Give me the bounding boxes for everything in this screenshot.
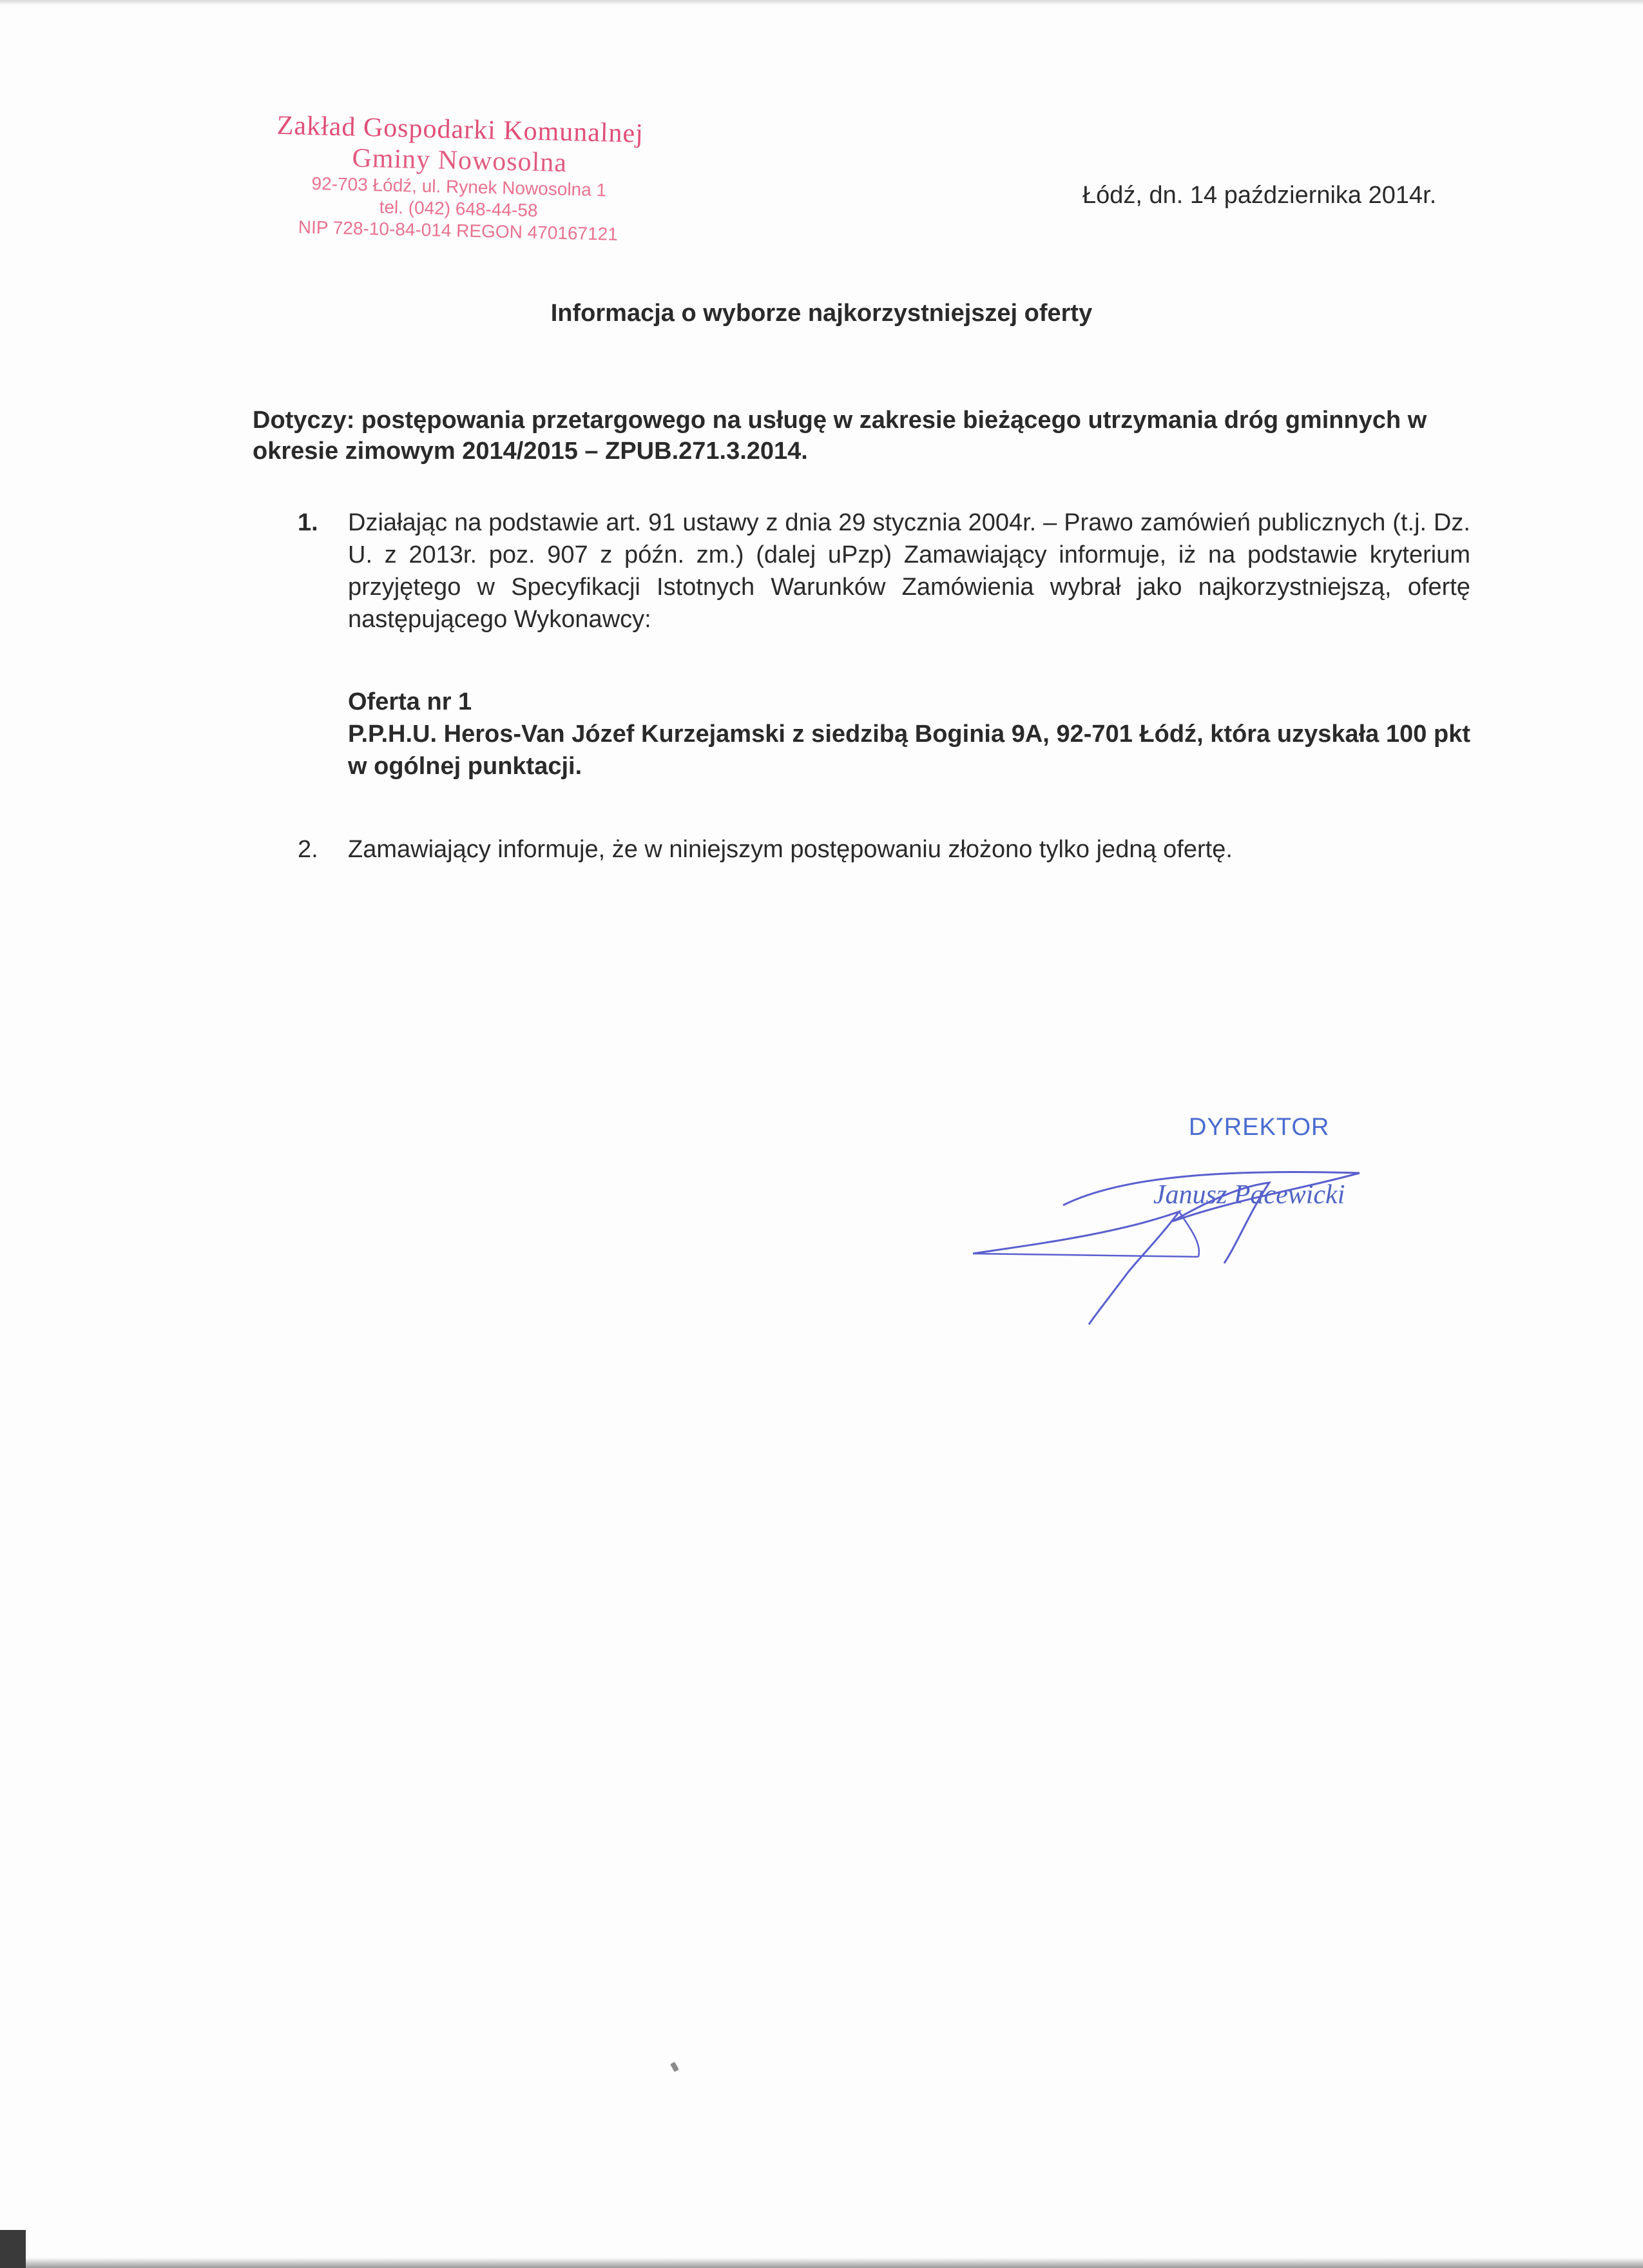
scan-edge-top — [0, 0, 1643, 5]
signatory-name: Janusz Pacewicki — [1153, 1180, 1345, 1210]
company-stamp — [251, 110, 667, 280]
stamp-company-name: Zakład Gospodarki Komunalnej — [276, 110, 644, 149]
stamp-ids: NIP 728-10-84-014 REGON 470167121 — [298, 217, 619, 244]
stamp-phone: tel. (042) 648-44-58 — [379, 197, 538, 221]
stamp-municipality: Gminy Nowosolna — [352, 143, 568, 179]
handwritten-signature — [966, 1160, 1379, 1328]
document-title: Informacja o wyborze najkorzystniejszej oferty — [550, 300, 1093, 327]
offer-block — [348, 686, 1470, 782]
list-item-text: Zamawiający informuje, że w niniejszym postępowaniu złożono tylko jedną ofertę. — [348, 836, 1233, 863]
signatory-title: DYREKTOR — [1189, 1114, 1330, 1141]
scan-speck — [670, 2062, 679, 2072]
stamp-address: 92-703 Łódź, ul. Rynek Nowosolna 1 — [311, 173, 607, 200]
document-date: Łódź, dn. 14 października 2014r. — [1082, 182, 1437, 209]
scan-edge-corner — [0, 2230, 26, 2268]
list-item-text: Działając na podstawie art. 91 ustawy z dnia 29 stycznia 2004r. – Prawo zamówień publicznych (t.j. Dz. U. z 2013r. poz. 907 z późn. zm.) (dalej uPzp) Zamawiający informuje, iż na podstawie kryterium przyjętego w Specyfikacji Istotnych Warunków Zamówienia wybrał jako najkorzystniejszą, ofertę następującego Wykonawcy: — [348, 509, 1470, 633]
offer-heading: Oferta nr 1 — [348, 688, 472, 715]
list-item-1 — [298, 507, 1470, 635]
list-item-number: 2. — [298, 836, 318, 863]
offer-text: P.P.H.U. Heros-Van Józef Kurzejamski z siedzibą Boginia 9A, 92-701 Łódź, która uzyskała 100 pkt w ogólnej punktacji. — [348, 721, 1470, 780]
list-item-2 — [298, 833, 1470, 866]
list-item-number: 1. — [298, 509, 318, 536]
document-subject: Dotyczy: postępowania przetargowego na usługę w zakresie bieżącego utrzymania dróg gminnych w okresie zimowym 2014/2015 – ZPUB.271.3.2014. — [253, 407, 1427, 465]
scan-edge-bottom — [0, 2258, 1643, 2268]
